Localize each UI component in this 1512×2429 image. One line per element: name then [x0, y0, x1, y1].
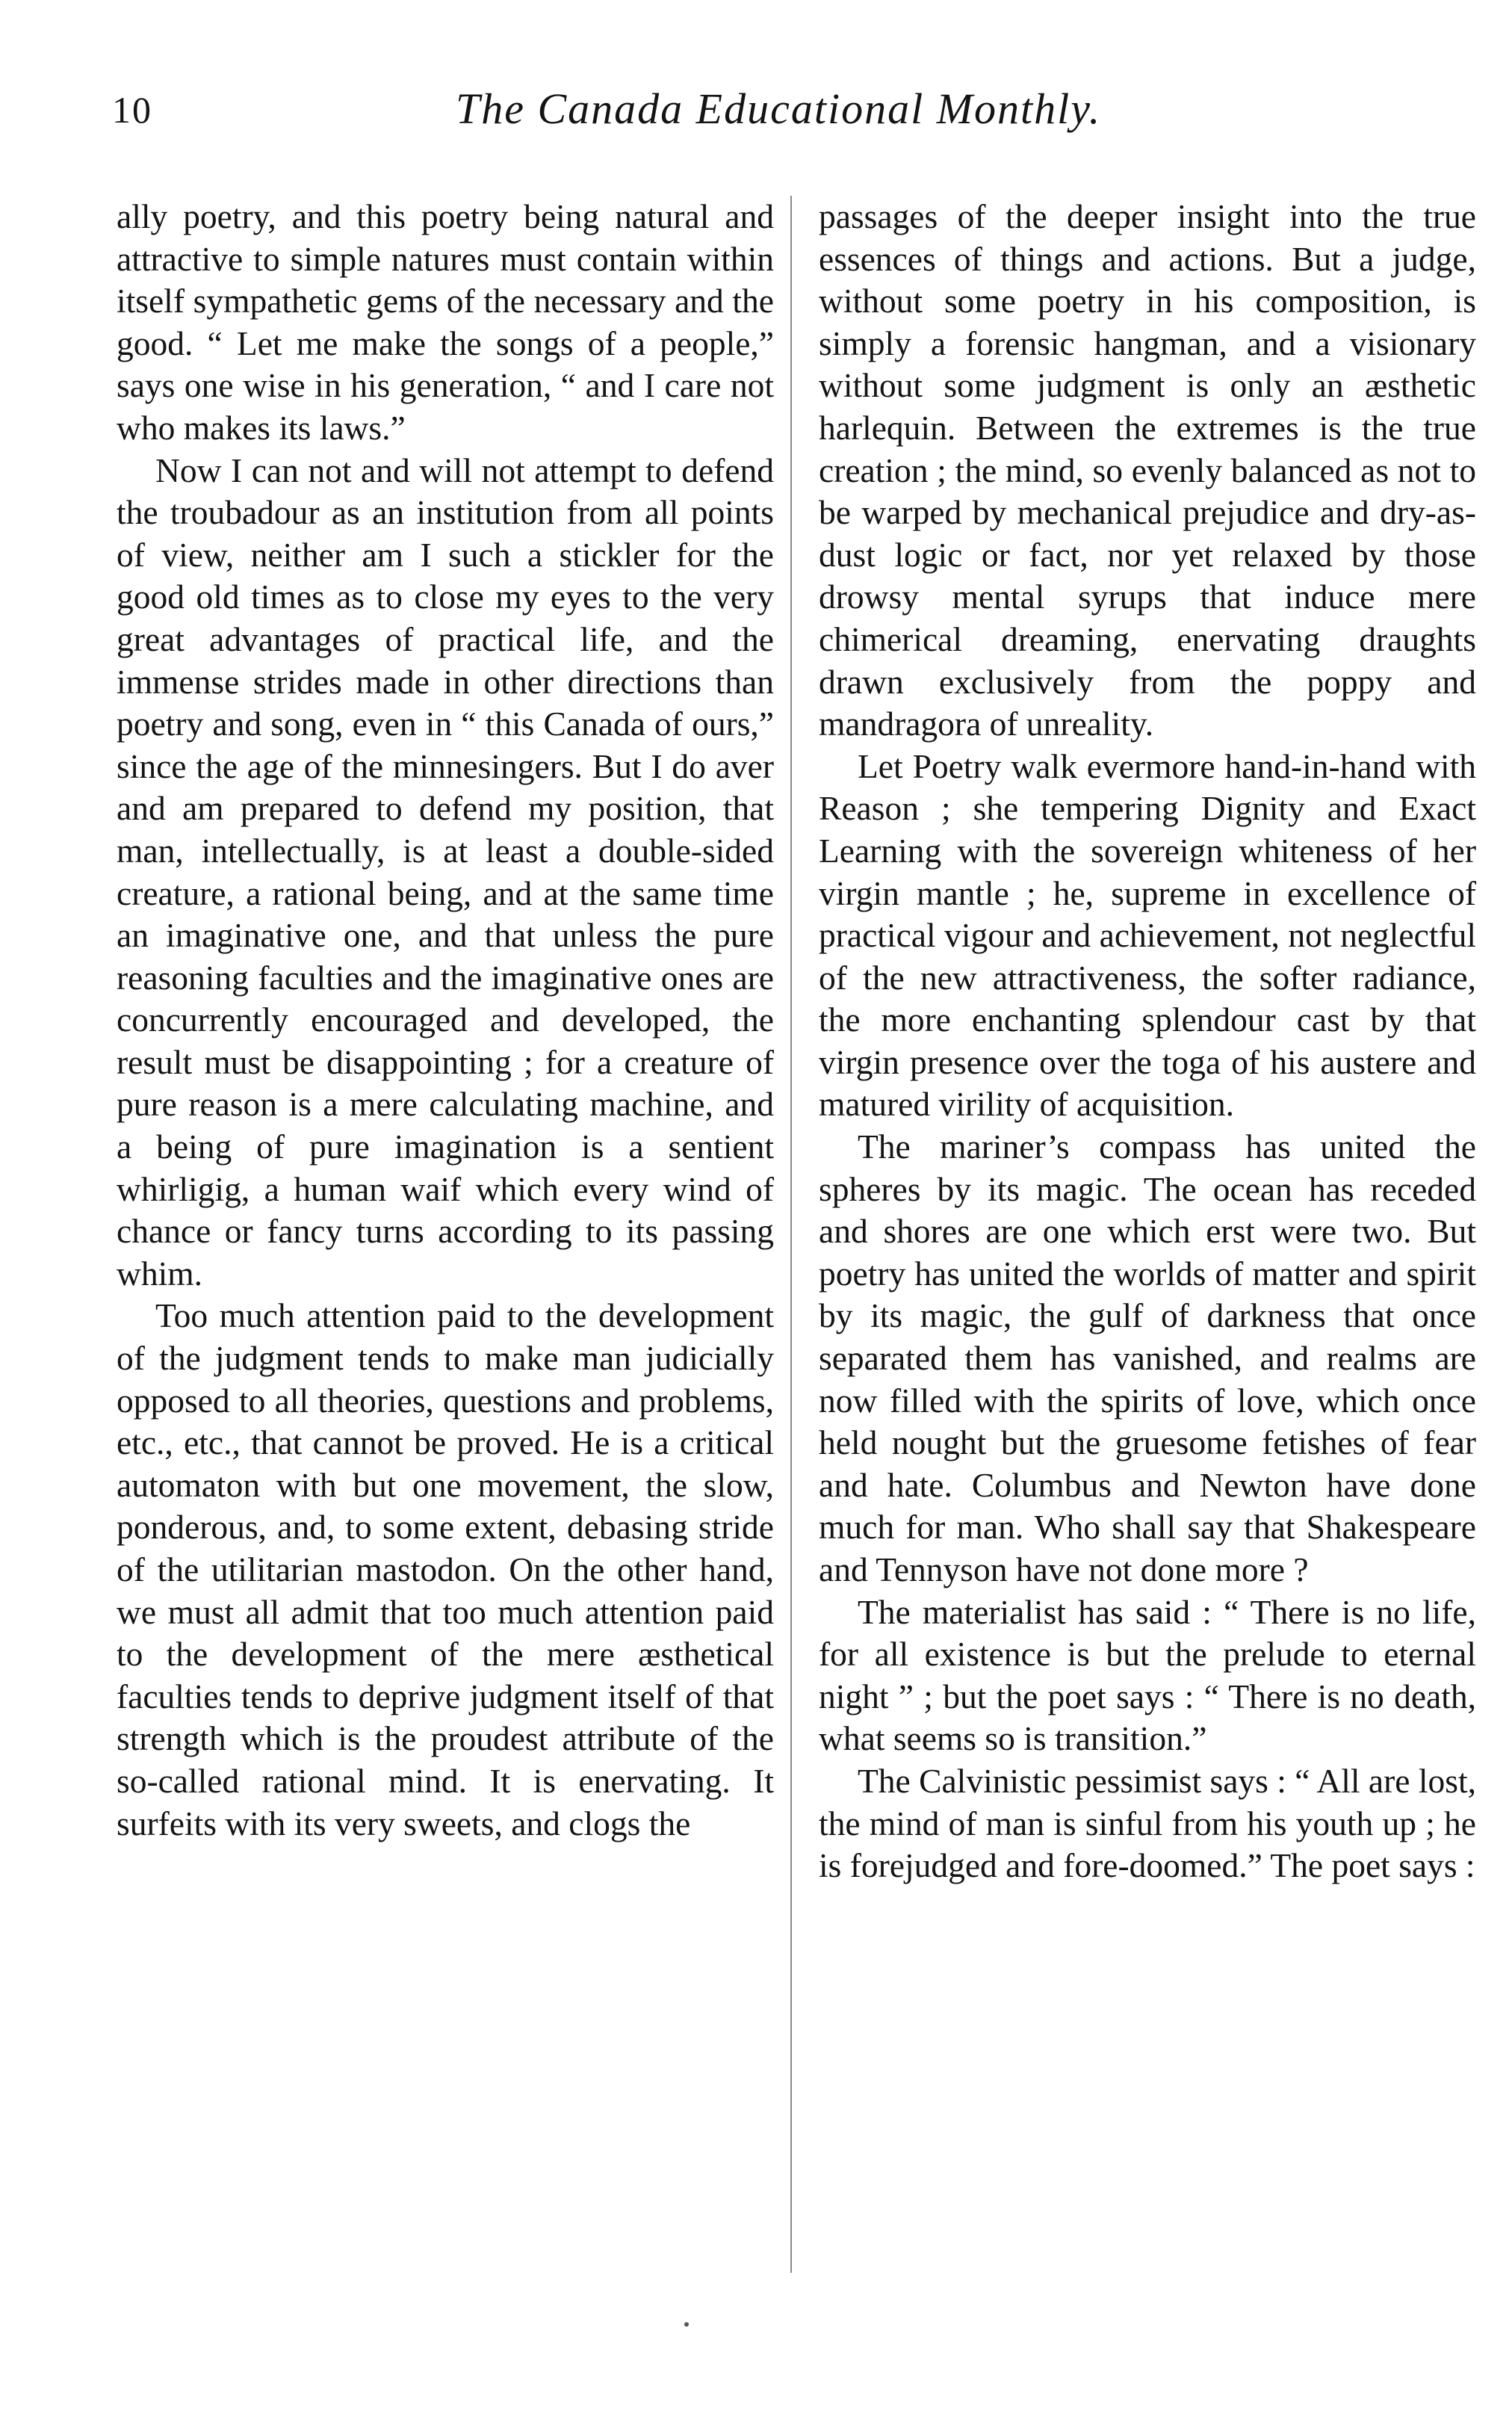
printer-mark — [684, 2322, 689, 2327]
right-column — [819, 196, 1476, 1887]
paragraph: The mariner’s compass has united the spheres by its magic. The ocean has receded and shores are one which erst were two. But poetry has united the worlds of matter and spirit by its magic, the gulf of darkness that once separated them has vanished, and realms are now filled with the spirits of love, which once held nought but the gruesome fetishes of fear and hate. Columbus and Newton have done much for man. Who shall say that Shakespeare and Tennyson have not done more ? — [819, 1127, 1476, 1588]
page-number: 10 — [112, 89, 152, 131]
left-column — [117, 196, 774, 1845]
running-head — [112, 84, 1487, 148]
journal-title: The Canada Educational Monthly. — [456, 84, 1102, 133]
paragraph: The Calvinistic pessimist says : “ All are lost, the mind of man is sinful from his youth up ; he is forejudged and fore-doomed.” The poet says : — [819, 1761, 1476, 1885]
paragraph: Let Poetry walk evermore hand-in-hand with Reason ; she tempering Dignity and Exact Learning with the sovereign whiteness of her virgin mantle ; he, supreme in excellence of practical vigour and achievement, not neglectful of the new attractiveness, the softer radiance, the more enchanting splendour cast by that virgin presence over the toga of his austere and matured virility of acquisition. — [819, 746, 1476, 1124]
paragraph: ally poetry, and this poetry being natural and attractive to simple natures must contain within itself sympathetic gems of the necessary and the good. “ Let me make the songs of a people,” says one wise in his generation, “ and I care not who makes its laws.” — [117, 197, 774, 447]
paragraph: The materialist has said : “ There is no life, for all existence is but the prelude to eternal night ” ; but the poet says : “ There is no death, what seems so is transition.” — [819, 1592, 1476, 1758]
paragraph: Now I can not and will not attempt to defend the troubadour as an institution from all points of view, neither am I such a stickler for the good old times as to close my eyes to the very great advantages of practical life, and the immense strides made in other directions than poetry and song, even in “ this Canada of ours,” since the age of the minnesingers. But I do aver and am prepared to defend my position, that man, intellectually, is at least a double-sided creature, a rational being, and at the same time an imaginative one, and that unless the pure reasoning faculties and the imaginative ones are concurrently encouraged and developed, the result must be disappointing ; for a creature of pure reason is a mere calculating machine, and a being of pure imagination is a sentient whirligig, a human waif which every wind of chance or fancy turns according to its passing whim. — [117, 451, 774, 1293]
column-divider — [790, 196, 792, 2273]
paragraph: Too much attention paid to the development of the judgment tends to make man judicially opposed to all theories, questions and problems, etc., etc., that cannot be proved. He is a critical automaton with but one movement, the slow, ponderous, and, to some extent, debasing stride of the utilitarian mastodon. On the other hand, we must all admit that too much attention paid to the development of the mere æsthetical faculties tends to deprive judgment itself of that strength which is the proudest attribute of the so-called rational mind. It is enervating. It surfeits with its very sweets, and clogs the — [117, 1296, 774, 1842]
paragraph: passages of the deeper insight into the true essences of things and actions. But a judge, without some poetry in his composition, is simply a forensic hangman, and a visionary without some judgment is only an æsthetic harlequin. Between the extremes is the true creation ; the mind, so evenly balanced as not to be warped by mechanical prejudice and dry-as-dust logic or fact, nor yet relaxed by those drowsy mental syrups that induce mere chimerical dreaming, enervating draughts drawn exclusively from the poppy and mandragora of unreality. — [819, 197, 1476, 743]
